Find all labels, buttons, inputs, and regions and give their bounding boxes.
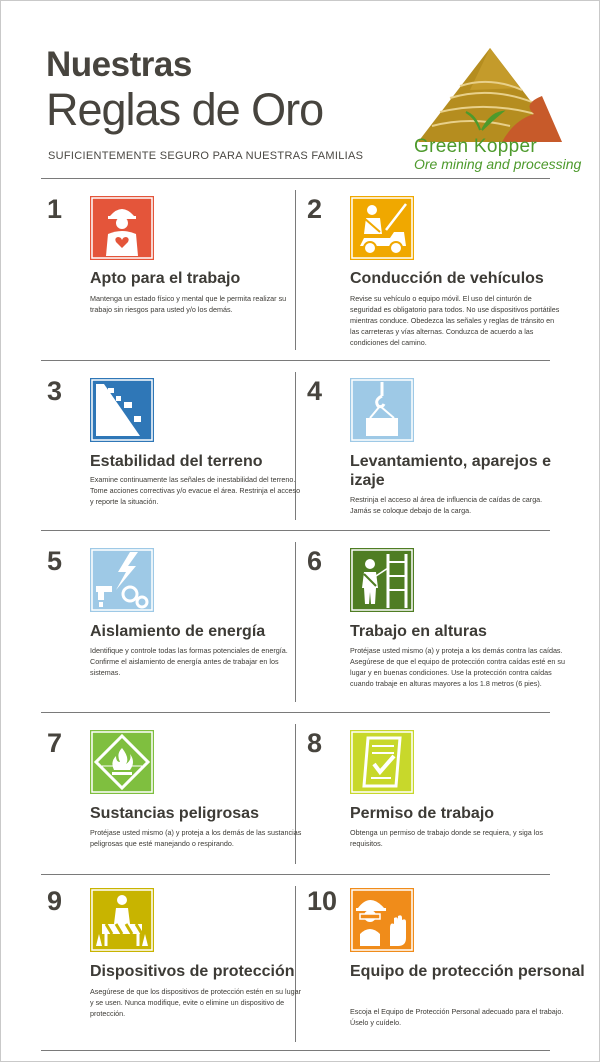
page-title-line1: Nuestras [46,45,192,84]
rule-number: 4 [307,376,323,406]
logo-name: Green Kopper [414,136,537,157]
worker-heart-icon [90,196,154,260]
ppe-helmet-gloves-icon [350,888,414,952]
rule-number: 6 [307,546,323,576]
rule-title: Trabajo en alturas [350,623,487,640]
rule-description: Examine continuamente las señales de inestabilidad del terreno. Tome acciones correctivas y/o evacue el área. Restrinja el acceso y reporte la situación. [90,475,301,506]
falling-rocks-icon [90,378,154,442]
rule-title: Sustancias peligrosas [90,805,259,822]
rule-description: Mantenga un estado físico y mental que le permita realizar su trabajo sin riesgos para usted y/o los demás. [90,294,287,314]
rule-description: Protéjase usted mismo (a) y proteja a los demás de las sustancias peligrosas que esté manejando o respirando. [90,828,302,848]
crane-hook-load-icon [350,378,414,442]
divider-row-1 [41,360,550,361]
rule-title: Apto para el trabajo [90,270,241,287]
rule-description: Identifique y controle todas las formas potenciales de energía. Confirme el aislamiento de energía antes de trabajar en los sistemas. [90,646,288,677]
rule-description: Revise su vehículo o equipo móvil. El uso del cinturón de seguridad es obligatorio para todos. No use dispositivos portátiles mientras conduce. Obedezca las señales y reglas de tránsito en las carreteras y vías alternas. Conduzca de acuerdo a las condiciones del camino. [350,294,560,347]
rule-number: 8 [307,728,323,758]
rule-number: 3 [47,376,63,406]
rule-title: Conducción de vehículos [350,270,544,287]
rule-title: Estabilidad del terreno [90,453,263,470]
energy-isolation-icon [90,548,154,612]
logo-tagline: Ore mining and processing [414,156,582,172]
rule-description: Restrinja el acceso al área de influencia de caídas de carga. Jamás se coloque debajo de la carga. [350,495,543,515]
page-subtitle: SUFICIENTEMENTE SEGURO PARA NUESTRAS FAMILIAS [48,150,364,162]
seatbelt-vehicle-icon [350,196,414,260]
barrier-cones-icon [90,888,154,952]
rule-description: Escoja el Equipo de Protección Personal adecuado para el trabajo. Úselo y cuídelo. [350,1007,564,1027]
rule-number: 2 [307,194,323,224]
rule-title: Permiso de trabajo [350,805,495,822]
rule-title: Levantamiento, aparejos e izaje [350,453,551,489]
rule-title: Dispositivos de protección [90,963,295,980]
page-title-line2: Reglas de Oro [46,84,324,135]
divider-row-4 [41,874,550,875]
rule-number: 10 [307,886,338,916]
divider-top [41,178,550,179]
flammable-hazard-icon [90,730,154,794]
divider-row-3 [41,712,550,713]
rule-number: 1 [47,194,63,224]
divider-row-2 [41,530,550,531]
rule-description: Protéjase usted mismo (a) y proteja a los demás contra las caídas. Asegúrese de que el equipo de protección contra caídas esté en su lugar y en buenas condiciones. Use la protección contra caídas cuando trabaje en alturas mayores a los 1.8 metros (6 pies). [350,646,565,688]
rule-title: Equipo de protección personal [350,963,585,980]
permit-checklist-icon [350,730,414,794]
rule-number: 5 [47,546,63,576]
rule-title: Aislamiento de energía [90,623,266,640]
rule-description: Obtenga un permiso de trabajo donde se requiera, y siga los requisitos. [350,828,543,848]
rule-description: Asegúrese de que los dispositivos de protección estén en su lugar y se usen. Nunca modifique, evite o elimine un dispositivo de protección. [90,987,301,1018]
divider-bottom [41,1050,550,1051]
harness-scaffold-icon [350,548,414,612]
rule-number: 7 [47,728,63,758]
rule-number: 9 [47,886,63,916]
